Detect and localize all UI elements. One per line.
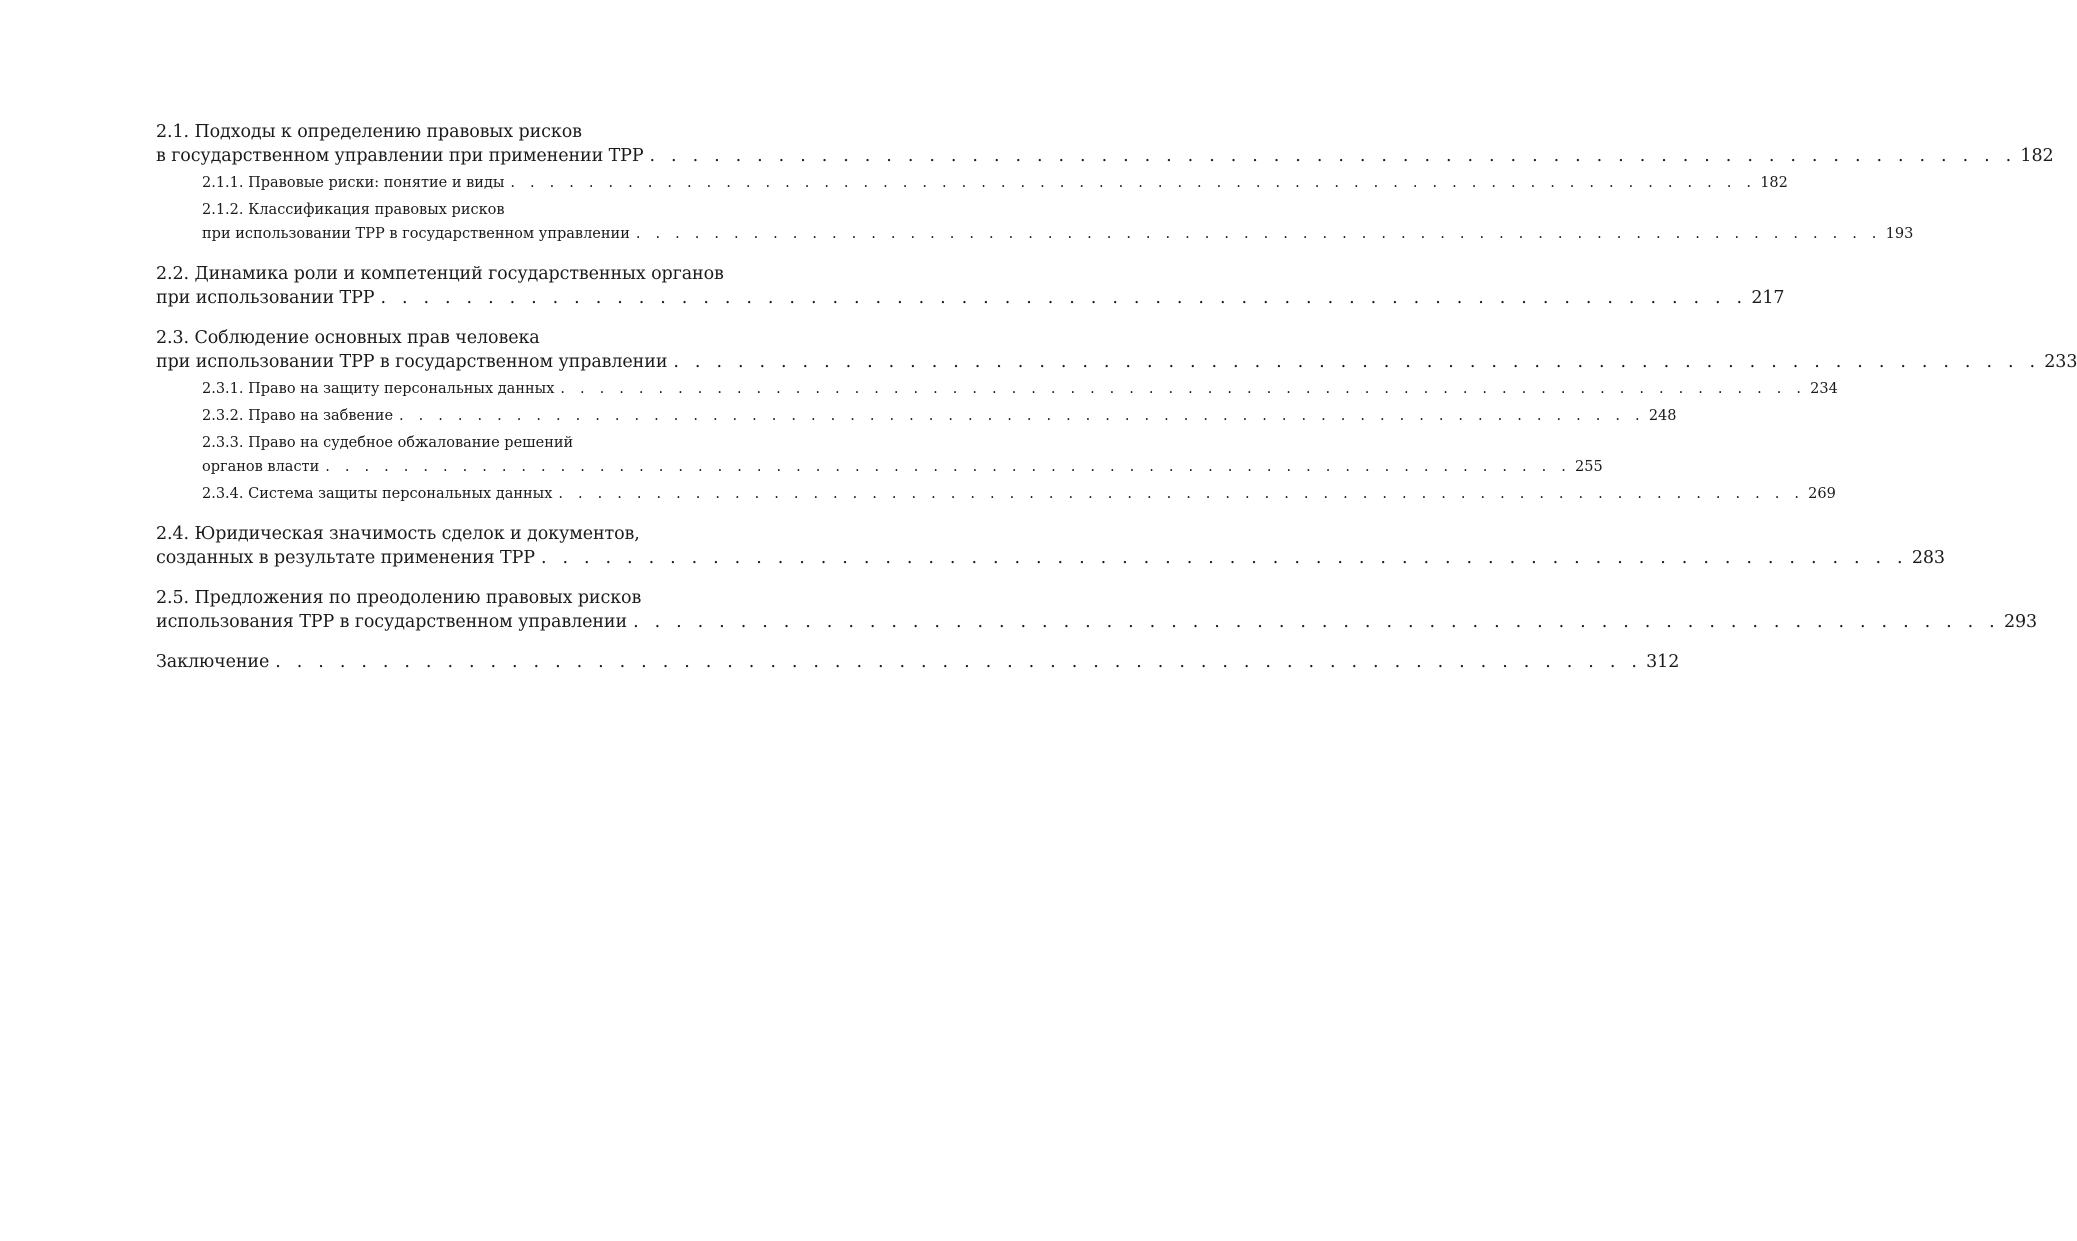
page-number: 255	[1575, 459, 1603, 475]
dot-leader: . . . . . . . . . . . . . . . . . . . . . . . . . . . . . . . . . . . . . . . . . . . . . . . . . . . . . . . . . . . . . . . .	[380, 288, 1748, 308]
toc-entry-title-line: 2.3.1. Право на защиту персональных данных	[202, 381, 555, 397]
page-number: 217	[1751, 288, 1785, 308]
page-number: 233	[2044, 352, 2077, 372]
dot-leader: . . . . . . . . . . . . . . . . . . . . . . . . . . . . . . . . . . . . . . . . . . . . . . . . . . . . . . . . . . . . . . . .	[560, 381, 1807, 397]
toc-entry-title-line: созданных в результате применения ТРР	[156, 548, 535, 568]
dot-leader: . . . . . . . . . . . . . . . . . . . . . . . . . . . . . . . . . . . . . . . . . . . . . . . . . . . . . . . . . . . . . . . .	[558, 486, 1805, 502]
dot-leader: . . . . . . . . . . . . . . . . . . . . . . . . . . . . . . . . . . . . . . . . . . . . . . . . . . . . . . . . . . . . . . . .	[510, 175, 1757, 191]
toc-entry-title-line: 2.1.1. Правовые риски: понятие и виды	[202, 175, 505, 191]
toc-entry-title-line: 2.4. Юридическая значимость сделок и документов,	[156, 524, 640, 544]
dot-leader: . . . . . . . . . . . . . . . . . . . . . . . . . . . . . . . . . . . . . . . . . . . . . . . . . . . . . . . . . . . . . . . .	[633, 612, 2000, 632]
toc-entry-2-3-3[interactable]	[202, 431, 1603, 479]
dot-leader: . . . . . . . . . . . . . . . . . . . . . . . . . . . . . . . . . . . . . . . . . . . . . . . . . . . . . . . . . . . . . . . .	[540, 548, 1908, 568]
dot-leader: . . . . . . . . . . . . . . . . . . . . . . . . . . . . . . . . . . . . . . . . . . . . . . . . . . . . . . . . . . . . . . . .	[635, 226, 1882, 242]
page-number: 182	[2020, 146, 2054, 166]
toc-entry-title-line: 2.3.2. Право на забвение	[202, 408, 394, 424]
toc-entry-2-5[interactable]	[156, 586, 2038, 634]
page-number: 234	[1810, 381, 1838, 397]
dot-leader: . . . . . . . . . . . . . . . . . . . . . . . . . . . . . . . . . . . . . . . . . . . . . . . . . . . . . . . . . . . . . . . .	[325, 459, 1572, 475]
page-number: 293	[2003, 612, 2038, 632]
toc-entry-2-3-2[interactable]	[202, 404, 1677, 428]
page-number: 312	[1646, 652, 1680, 672]
toc-entry-2-3-4[interactable]	[202, 482, 1836, 506]
toc-entry-2-1-2[interactable]	[202, 198, 1914, 246]
toc-entry-title-line: использования ТРР в государственном управлении	[156, 612, 628, 632]
dot-leader: . . . . . . . . . . . . . . . . . . . . . . . . . . . . . . . . . . . . . . . . . . . . . . . . . . . . . . . . . . . . . . . .	[275, 652, 1643, 672]
dot-leader: . . . . . . . . . . . . . . . . . . . . . . . . . . . . . . . . . . . . . . . . . . . . . . . . . . . . . . . . . . . . . . . .	[649, 146, 2017, 166]
table-of-contents	[156, 120, 2077, 674]
page-number: 283	[1911, 548, 1945, 568]
toc-entry-title-line: 2.3.4. Система защиты персональных данных	[202, 486, 553, 502]
toc-entry-2-3[interactable]	[156, 326, 2077, 374]
toc-entry-title-line: при использовании ТРР в государственном управлении	[202, 226, 630, 242]
toc-entry-title-line: 2.3. Соблюдение основных прав человека	[156, 328, 540, 348]
toc-entry-title-line: при использовании ТРР в государственном управлении	[156, 352, 668, 372]
dot-leader: . . . . . . . . . . . . . . . . . . . . . . . . . . . . . . . . . . . . . . . . . . . . . . . . . . . . . . . . . . . . . . . .	[673, 352, 2041, 372]
toc-entry-title-line: при использовании ТРР	[156, 288, 375, 308]
toc-entry-title-line: органов власти	[202, 459, 320, 475]
dot-leader: . . . . . . . . . . . . . . . . . . . . . . . . . . . . . . . . . . . . . . . . . . . . . . . . . . . . . . . . . . . . . . . .	[399, 408, 1645, 424]
toc-entry-title-line: 2.2. Динамика роли и компетенций государственных органов	[156, 264, 724, 284]
toc-entry-title-line: 2.1.2. Классификация правовых рисков	[202, 202, 505, 218]
toc-entry-2-1-1[interactable]	[202, 171, 1788, 195]
toc-entry-conclusion[interactable]	[156, 650, 1680, 674]
toc-entry-2-4[interactable]	[156, 522, 1945, 570]
page-number: 193	[1885, 226, 1914, 242]
toc-entry-2-2[interactable]	[156, 262, 1785, 310]
toc-entry-title-line: 2.3.3. Право на судебное обжалование решений	[202, 435, 574, 451]
toc-entry-title-line: в государственном управлении при применении ТРР	[156, 146, 644, 166]
toc-entry-2-3-1[interactable]	[202, 377, 1838, 401]
toc-entry-title-line: 2.5. Предложения по преодолению правовых рисков	[156, 588, 642, 608]
toc-entry-title-line: Заключение	[156, 652, 270, 672]
page-number: 182	[1760, 175, 1788, 191]
toc-entry-2-1[interactable]	[156, 120, 2054, 168]
toc-entry-title-line: 2.1. Подходы к определению правовых рисков	[156, 122, 582, 142]
page-number: 269	[1808, 486, 1836, 502]
page-number: 248	[1648, 408, 1677, 424]
